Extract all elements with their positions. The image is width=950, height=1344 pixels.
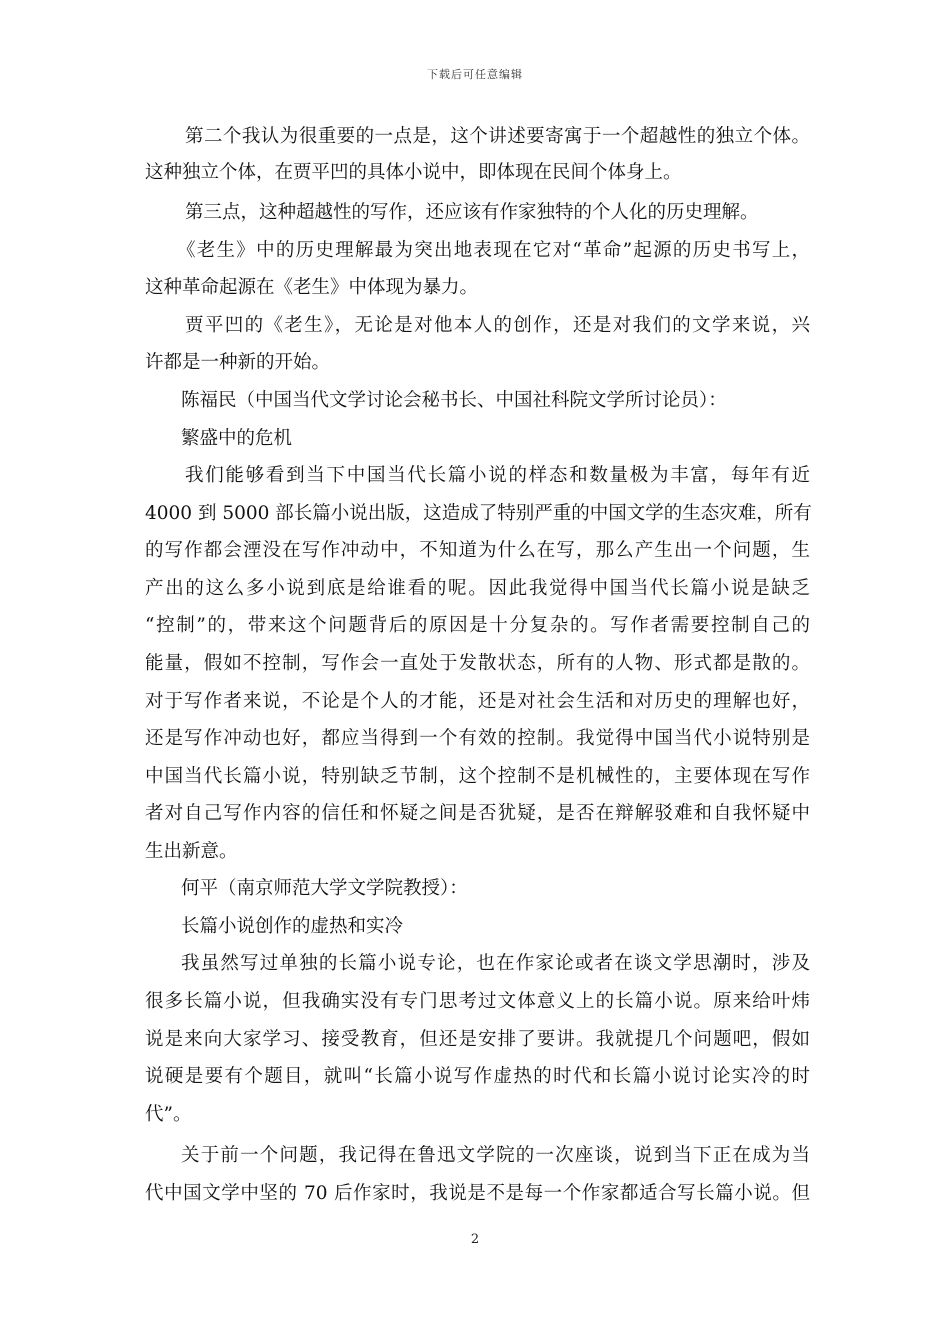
text-line: 关于前一个问题，我记得在鲁迅文学院的一次座谈，说到当下正在成为当: [181, 1145, 810, 1166]
text-line: 这种革命起源在《老生》中体现为暴力。: [145, 277, 479, 298]
text-line: 对于写作者来说，不论是个人的才能，还是对社会生活和对历史的理解也好，: [145, 691, 810, 712]
text-line: 产出的这么多小说到底是给谁看的呢。因此我觉得中国当代长篇小说是缺乏: [145, 578, 810, 599]
text-line: 生出新意。: [145, 841, 238, 862]
text-line: 者对自己写作内容的信任和怀疑之间是否犹疑，是否在辩解驳难和自我怀疑中: [145, 803, 810, 824]
section-title: 长篇小说创作的虚热和实冷: [181, 916, 404, 937]
text-line: 我虽然写过单独的长篇小说专论，也在作家论或者在谈文学思潮时，涉及: [181, 953, 810, 974]
text-line: 说是来向大家学习、接受教育，但还是安排了要讲。我就提几个问题吧，假如: [145, 1029, 810, 1050]
text-line: 代”。: [145, 1104, 192, 1125]
text-line: 贾平凹的《老生》，无论是对他本人的创作，还是对我们的文学来说，兴: [185, 315, 810, 336]
text-line: 很多长篇小说，但我确实没有专门思考过文体意义上的长篇小说。原来给叶炜: [145, 991, 810, 1012]
text-line: 能量，假如不控制，写作会一直处于发散状态，所有的人物、形式都是散的。: [145, 653, 810, 674]
text-line: 许都是一种新的开始。: [145, 352, 331, 373]
text-line: “控制”的，带来这个问题背后的原因是十分复杂的。写作者需要控制自己的: [145, 615, 810, 636]
text-line: 的写作都会湮没在写作冲动中，不知道为什么在写，那么产生出一个问题，生: [145, 540, 810, 561]
text-line: 4000 到 5000 部长篇小说出版，这造成了特别严重的中国文学的生态灾难，所有: [145, 503, 812, 524]
text-line: 说硬是要有个题目，就叫“长篇小说写作虚热的时代和长篇小说讨论实冷的时: [145, 1066, 810, 1087]
section-speaker: 陈福民（中国当代文学讨论会秘书长、中国社科院文学所讨论员）：: [181, 390, 727, 411]
page-header: 下载后可任意编辑: [427, 68, 523, 81]
text-line: 中国当代长篇小说，特别缺乏节制，这个控制不是机械性的，主要体现在写作: [145, 766, 810, 787]
page-number: 2: [470, 1232, 480, 1247]
text-line: 代中国文学中坚的 70 后作家时，我说是不是每一个作家都适合写长篇小说。但: [145, 1183, 810, 1204]
section-title: 繁盛中的危机: [181, 428, 293, 449]
text-line: 还是写作冲动也好，都应当得到一个有效的控制。我觉得中国当代小说特别是: [145, 728, 810, 749]
text-line: 第三点，这种超越性的写作，还应该有作家独特的个人化的历史理解。: [185, 202, 759, 223]
text-line: 这种独立个体，在贾平凹的具体小说中，即体现在民间个体身上。: [145, 162, 682, 183]
section-speaker: 何平（南京师范大学文学院教授）：: [181, 878, 468, 899]
text-line: 我们能够看到当下中国当代长篇小说的样态和数量极为丰富，每年有近: [185, 465, 810, 486]
text-line: 第二个我认为很重要的一点是，这个讲述要寄寓于一个超越性的独立个体。: [185, 126, 810, 147]
text-line: 《老生》中的历史理解最为突出地表现在它对“革命”起源的历史书写上，: [177, 240, 810, 261]
